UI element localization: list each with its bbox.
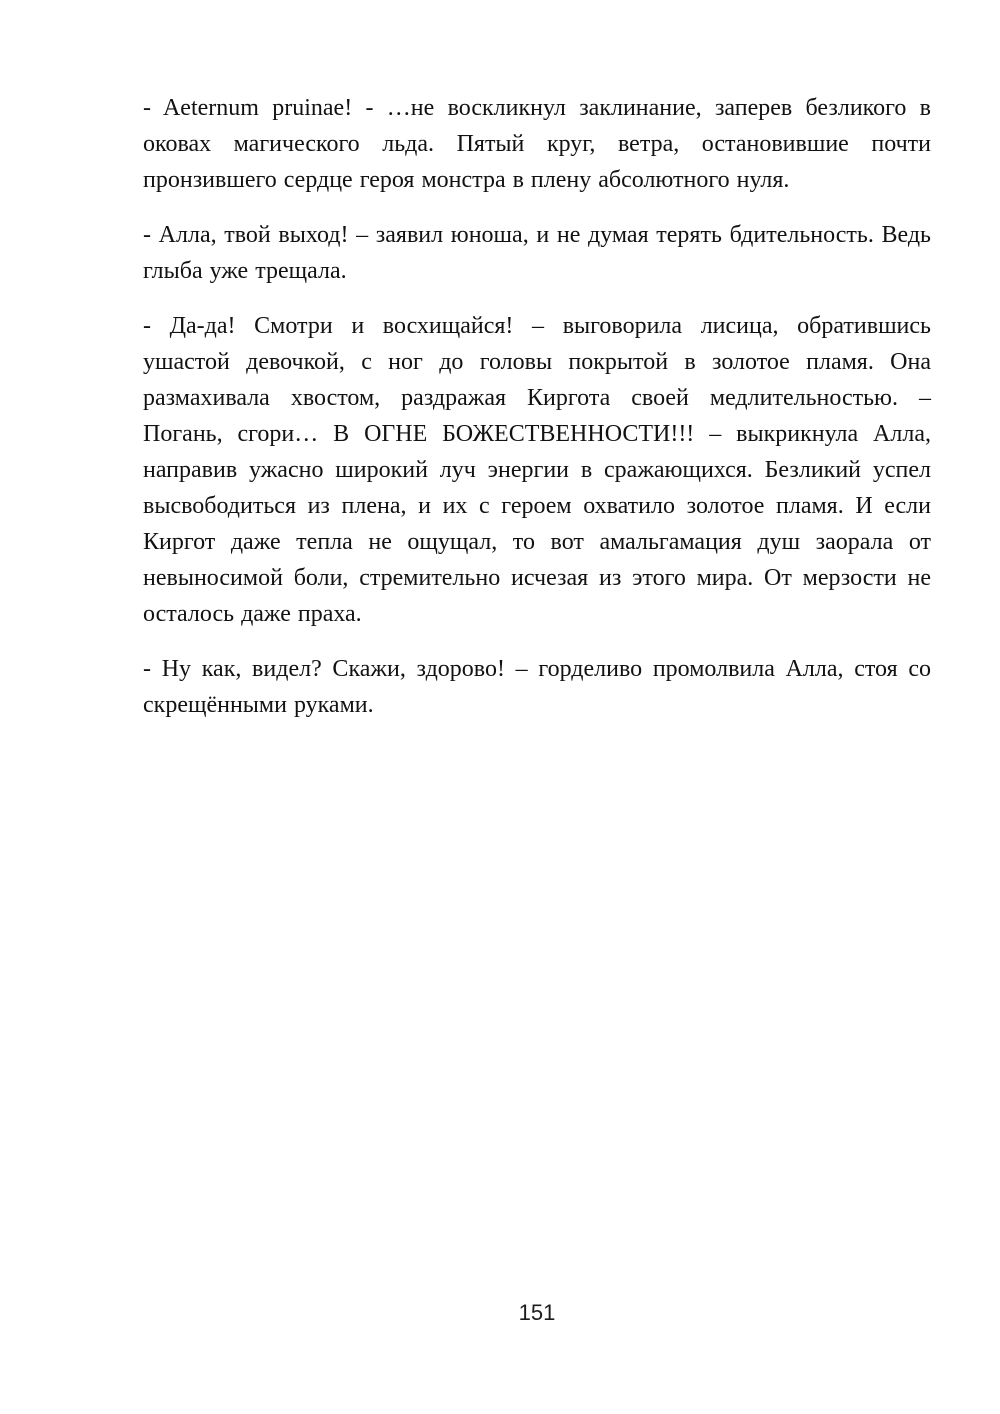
paragraph: - Ну как, видел? Скажи, здорово! – горделиво промолвила Алла, стоя со скрещёнными руками. — [143, 656, 931, 718]
paragraph: - Алла, твой выход! – заявил юноша, и не думая терять бдительность. Ведь глыба уже трещала. — [143, 222, 931, 284]
paragraph: - Да-да! Смотри и восхищайся! – выговорила лисица, обратившись ушастой девочкой, с ног до головы покрытой в золотое пламя. Она размахивала хвостом, раздражая Киргота своей медлительностью. – Погань, сгори… В ОГНЕ БОЖЕСТВЕННОСТИ!!! – выкрикнула Алла, направив ужасно широкий луч энергии в сражающихся. Безликий успел высвободиться из плена, и их с героем охватило золотое пламя. И если Киргот даже тепла не ощущал, то вот амальгамация душ заорала от невыносимой боли, стремительно исчезая из этого мира. От мерзости не осталось даже праха. — [143, 313, 931, 627]
paragraph: - Aeternum pruinae! - …не воскликнул заклинание, заперев безликого в оковах магического льда. Пятый круг, ветра, остановившие почти пронзившего сердце героя монстра в плену абсолютного нуля. — [143, 95, 931, 193]
page-number: 151 — [518, 1300, 556, 1325]
page-content — [143, 90, 931, 742]
